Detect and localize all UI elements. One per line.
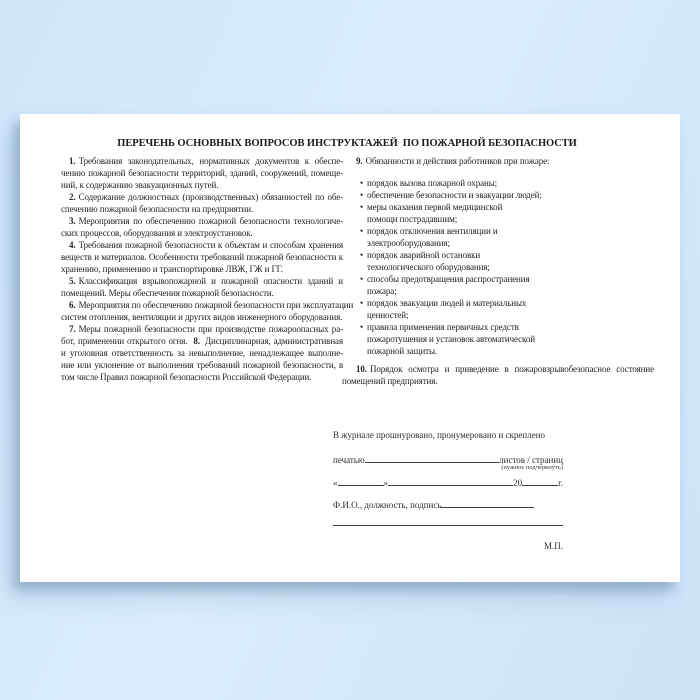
text-line: и уголовная ответственность за невыполнение, ненадлежащее выполне-	[61, 348, 343, 358]
item-text: Порядок осмотра и приведение в пожаровзрывобезопасное состояние	[369, 364, 654, 374]
bullet-text	[367, 201, 654, 225]
bullet-text	[367, 177, 654, 189]
signatory-row	[333, 497, 563, 511]
text-line: обеспечение безопасности и эвакуации людей;	[367, 190, 542, 200]
item-text: Обязанности и действия работников при пожаре:	[365, 156, 550, 166]
bullet-marker: •	[360, 178, 364, 188]
close-quote: »	[383, 478, 388, 488]
document-title: ПЕРЕЧЕНЬ ОСНОВНЫХ ВОПРОСОВ ИНСТРУКТАЖЕЙ ПО ПОЖАРНОЙ БЕЗОПАСНОСТИ	[117, 138, 577, 149]
text-line: пожарной защиты.	[367, 346, 438, 356]
item-number: 9.	[356, 156, 363, 166]
bullet-marker: •	[360, 226, 364, 236]
item-text: Содержание должностных (производственных) обязанностей по обе-	[78, 192, 343, 202]
bullet-marker: •	[360, 190, 364, 200]
item-text: Требования законодательных, нормативных документов к обеспе-	[78, 156, 343, 166]
item-text-lines	[61, 287, 343, 299]
text-line: ние или уклонение от выполнения требований пожарной безопасности, в	[61, 360, 343, 370]
item-text-lines	[61, 251, 343, 275]
bullet-item	[360, 321, 654, 357]
bullet-item	[360, 177, 654, 189]
text-line: порядок вызова пожарной охраны;	[367, 178, 498, 188]
bullet-marker: •	[360, 322, 364, 332]
text-line: порядок эвакуации людей и материальных	[367, 298, 527, 308]
item-text: Мероприятия по обеспечению пожарной безопасности при эксплуатации	[78, 300, 354, 310]
text-line: помощи пострадавшим;	[367, 214, 458, 224]
blank-month-line	[388, 475, 513, 486]
bullet-marker: •	[360, 250, 364, 260]
item-4	[61, 239, 343, 275]
stamp-mark: М.П.	[543, 541, 563, 551]
text-line: порядок отключения вентиляции и	[367, 226, 498, 236]
item-text-lines	[61, 227, 343, 239]
item-9	[342, 155, 654, 167]
right-column	[342, 155, 654, 387]
item-text-lines	[61, 311, 343, 323]
blank-year-line	[522, 475, 558, 486]
blank-seal-line	[365, 452, 500, 463]
item-text: Классификация взрывопожарной и пожарной опасности зданий и	[78, 276, 343, 286]
bullet-item	[360, 201, 654, 225]
certification-text: В журнале прошнуровано, пронумеровано и скреплено	[333, 430, 546, 440]
bullet-marker: •	[360, 202, 364, 212]
item-number: 8.	[193, 336, 200, 346]
open-quote: «	[333, 478, 338, 488]
text-line: технологического оборудования;	[367, 262, 490, 272]
bullet-item	[360, 249, 654, 273]
item-text: Дисциплинарная, административная	[204, 336, 343, 346]
blank-day-line	[338, 475, 384, 486]
date-row	[333, 475, 563, 489]
bullet-text	[367, 321, 654, 357]
item-text-lines	[61, 347, 343, 383]
item-text: Мероприятия по обеспечению пожарной безопасности технологиче-	[78, 216, 343, 226]
signature-line	[333, 525, 563, 526]
item-text: Меры пожарной безопасности при производстве пожароопасных ра-	[78, 324, 343, 334]
item-text-lines	[61, 167, 343, 191]
text-line: меры оказания первой медицинской	[367, 202, 503, 212]
text-line: веществ и материалов. Особенности требований пожарной безопасности к	[61, 252, 343, 262]
item-number: 7.	[69, 324, 76, 334]
item-10	[342, 363, 654, 387]
text-line: спечению пожарной безопасности на предприятии.	[61, 204, 254, 214]
text-line: пожаротушения и установок автоматической	[367, 334, 535, 344]
item-number: 3.	[69, 216, 76, 226]
text-line: ценностей;	[367, 310, 409, 320]
bullet-text	[367, 273, 654, 297]
item-number: 10.	[356, 364, 367, 374]
bullet-marker: •	[360, 274, 364, 284]
item-text: Требования пожарной безопасности к объектам и способам хранения	[78, 240, 343, 250]
underline-note: (нужное подчеркнуть)	[501, 464, 563, 471]
item-5	[61, 275, 343, 299]
bullet-item	[360, 189, 654, 201]
text-line: пожара;	[367, 286, 397, 296]
item-2	[61, 191, 343, 215]
item-number: 1.	[69, 156, 76, 166]
text-line: ний, к содержанию эвакуационных путей.	[61, 180, 219, 190]
item-number: 4.	[69, 240, 76, 250]
journal-certification-block	[333, 429, 563, 559]
year-prefix: 20	[513, 478, 523, 488]
text-line: помещений предприятия.	[342, 376, 438, 386]
left-column	[61, 155, 354, 383]
item-number: 2.	[69, 192, 76, 202]
text-line: том числе Правил пожарной безопасности Российской Федерации.	[61, 372, 312, 382]
document-sheet	[20, 114, 680, 582]
item-3	[61, 215, 343, 239]
bullet-item	[360, 273, 654, 297]
text-line: чению пожарной безопасности территорий, зданий, сооружений, помеще-	[61, 168, 343, 178]
text-line: систем отопления, вентиляции и других видов инженерного оборудования.	[61, 312, 343, 322]
text-line: правила применения первичных средств	[367, 322, 519, 332]
bullet-item	[360, 225, 654, 249]
blank-signature-line	[441, 497, 534, 508]
sheets-label: листов / страниц	[499, 455, 563, 465]
item-1	[61, 155, 343, 191]
text-line: порядок аварийной остановки	[367, 250, 481, 260]
bullet-text	[367, 225, 654, 249]
text-line: ских процессов, оборудования и электроустановок.	[61, 228, 253, 238]
signatory-label: Ф.И.О., должность, подпись	[333, 500, 442, 510]
item-6	[61, 299, 354, 323]
text-line: электрооборудования;	[367, 238, 450, 248]
item-text-lines	[342, 375, 654, 387]
year-suffix: г.	[558, 478, 563, 488]
bullet-text	[367, 297, 654, 321]
bullet-list	[360, 177, 654, 357]
bullet-text	[367, 189, 654, 201]
bullet-text	[367, 249, 654, 273]
text-line: помещений. Меры обеспечения пожарной безопасности.	[61, 288, 274, 298]
bullet-marker: •	[360, 298, 364, 308]
bullet-item	[360, 297, 654, 321]
item-number: 5.	[69, 276, 76, 286]
item-7-8	[61, 323, 343, 383]
item-number: 6.	[69, 300, 76, 310]
seal-label: печатью	[333, 455, 365, 465]
item-text: бот, применении открытого огня.	[61, 336, 188, 346]
item-text-lines	[61, 203, 343, 215]
text-line: хранению, применению и транспортировке ЛВЖ, ГЖ и ГГ.	[61, 264, 283, 274]
text-line: способы предотвращения распространения	[367, 274, 530, 284]
